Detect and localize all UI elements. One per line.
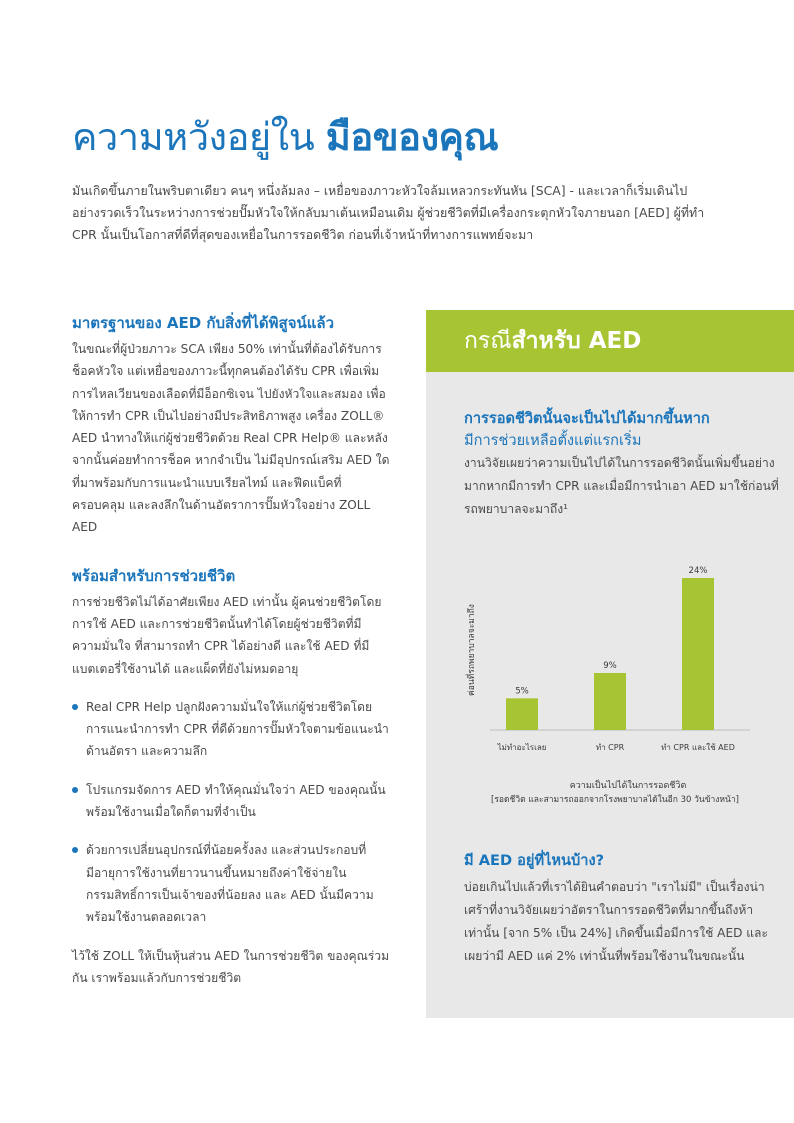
category-label: ทำ CPR [595, 743, 625, 752]
bar-1 [594, 673, 626, 730]
survival-bar-chart [450, 560, 770, 810]
x-axis-label-line1: ความเป็นไปได้ในการรอดชีวิต [569, 781, 687, 791]
list-item [72, 779, 390, 824]
intro-paragraph: มันเกิดขึ้นภายในพริบตาเดียว คนๆ หนึ่งล้มลง – เหยื่อของภาวะหัวใจล้มเหลวกระทันหัน [SCA] - และเวลาก็เริ่มเดินไปอย่างรวดเร็วในระหว่างการช่วยปั๊มหัวใจให้กลับมาเต้นเหมือนเดิม ผู้ช่วยชีวิตที่มีเครื่องกระตุกหัวใจภายนอก [AED] ผู้ที่ทำ CPR นั้นเป็นโอกาสที่ดีที่สุดของเหยื่อในการรอดชีวิต ก่อนที่เจ้าหน้าที่ทางการแพทย์จะมา [72, 183, 705, 242]
bar-2 [682, 578, 714, 730]
category-label: ไม่ทำอะไรเลย [497, 743, 547, 752]
ready-heading: พร้อมสำหรับการช่วยชีวิต [72, 566, 236, 585]
list-item [72, 696, 390, 763]
category-label: ทำ CPR และใช้ AED [661, 743, 735, 752]
bar-value-label: 5% [515, 686, 529, 697]
panel-header-light: กรณี [464, 328, 512, 354]
title-light: ความหวังอยู่ใน [72, 115, 326, 159]
bar-group [497, 566, 735, 752]
aed-standard-heading: มาตรฐานของ AED กับสิ่งที่ได้พิสูจน์แล้ว [72, 314, 335, 332]
feature-list [72, 696, 390, 929]
ready-text: การช่วยชีวิตไม่ได้อาศัยเพียง AED เท่านั้น ผู้คนช่วยชีวิตโดยการใช้ AED และการช่วยชีวิตนั้นทำได้โดยผู้ช่วยชีวิตที่มีความมั่นใจ ที่สามารถทำ CPR ได้อย่างดี และใช้ AED ที่มีแบตเตอรี่ใช้งานได้ และแผ็ดที่ยังไม่หมดอายุ [72, 594, 382, 676]
bullet-text: Real CPR Help ปลูกฝังความมั่นใจให้แก่ผู้ช่วยชีวิตโดยการแนะนำการทำ CPR ที่ดีด้วยการปั๊มหัวใจตามข้อแนะนำด้านอัตรา และความลึก [86, 699, 389, 759]
closing-text: ไว้ใช้ ZOLL ให้เป็นหุ้นส่วน AED ในการช่วยชีวิต ของคุณร่วมกัน เราพร้อมแล้วกับการช่วยชีวิต [72, 948, 390, 985]
bullet-dot-icon [72, 847, 78, 853]
y-axis-label: ค่อนที่รถพยาบาลจะมาถึง [467, 604, 477, 696]
panel-header-bold: สำหรับ AED [511, 328, 642, 354]
aed-standard-text: ในขณะที่ผู้ป่วยภาวะ SCA เพียง 50% เท่านั้นที่ต้องได้รับการช็อคหัวใจ แต่เหยื่อของภาวะนี้ทุกคนต้องได้รับ CPR เพื่อเพิ่มการไหลเวียนของเลือดที่มีอ็อกซิเจน ไปยังหัวใจและสมอง เพื่อให้การทำ CPR เป็นไปอย่างมีประสิทธิภาพสูง เครื่อง ZOLL® AED นำทางให้แก่ผู้ช่วยชีวิตด้วย Real CPR Help® และหลังจากนั้นค่อยทำการช็อค หากจำเป็น ไม่มีอุปกรณ์เสริม AED ใดที่มาพร้อมกับการแนะนำแบบเรียลไทม์ และฟีดแบ็คที่ครอบคลุม และลงลึกในด้านอัตราการปั๊มหัวใจอย่าง ZOLL AED [72, 342, 390, 535]
title-bold: มือของคุณ [325, 115, 499, 159]
list-item [72, 839, 390, 928]
survival-heading-light: มีการช่วยเหลือตั้งแต่แรกเริ่ม [464, 432, 642, 449]
bar-value-label: 24% [688, 566, 708, 576]
panel-header [426, 310, 794, 372]
left-column [72, 312, 390, 989]
x-axis-label-line2: [รอดชีวิต และสามารถออกจากโรงพยาบาลได้ในอีก 30 วันข้างหน้า] [491, 795, 739, 805]
bar-0 [506, 698, 538, 730]
where-aed-text: บ่อยเกินไปแล้วที่เราได้ยินคำตอบว่า "เราไม่มี" เป็นเรื่องน่าเศร้าที่งานวิจัยเผยว่าอัตราในการรอดชีวิตที่มากขึ้นถึงห้าเท่านั้น [จาก 5% เป็น 24%] เกิดขึ้นเมื่อมีการใช้ AED และเผยว่ามี AED แค่ 2% เท่านั้นที่พร้อมใช้งานในขณะนั้น [464, 880, 768, 963]
bar-value-label: 9% [603, 661, 617, 671]
survival-text: งานวิจัยเผยว่าความเป็นไปได้ในการรอดชีวิตนั้นเพิ่มขึ้นอย่างมากหากมีการทำ CPR และเมื่อมีการนำเอา AED มาใช้ก่อนที่รถพยาบาลจะมาถึง¹ [464, 456, 779, 516]
bullet-text: โปรแกรมจัดการ AED ทำให้คุณมั่นใจว่า AED ของคุณนั้นพร้อมใช้งานเมื่อใดก็ตามที่จำเป็น [86, 782, 386, 820]
where-aed-heading: มี AED อยู่ที่ไหนบ้าง? [464, 852, 605, 869]
bullet-dot-icon [72, 704, 78, 710]
bullet-dot-icon [72, 787, 78, 793]
survival-heading [464, 408, 782, 452]
page-title [72, 106, 498, 167]
survival-heading-bold: การรอดชีวิตนั้นจะเป็นไปได้มากขึ้นหาก [464, 410, 710, 427]
bullet-text: ด้วยการเปลี่ยนอุปกรณ์ที่น้อยครั้งลง และส่วนประกอบที่มีอายุการใช้งานที่ยาวนานขึ้นหมายถึงค่าใช้จ่ายในกรรมสิทธิ์การเป็นเจ้าของที่น้อยลง และ AED นั้นมีความพร้อมใช้งานตลอดเวลา [86, 843, 374, 925]
